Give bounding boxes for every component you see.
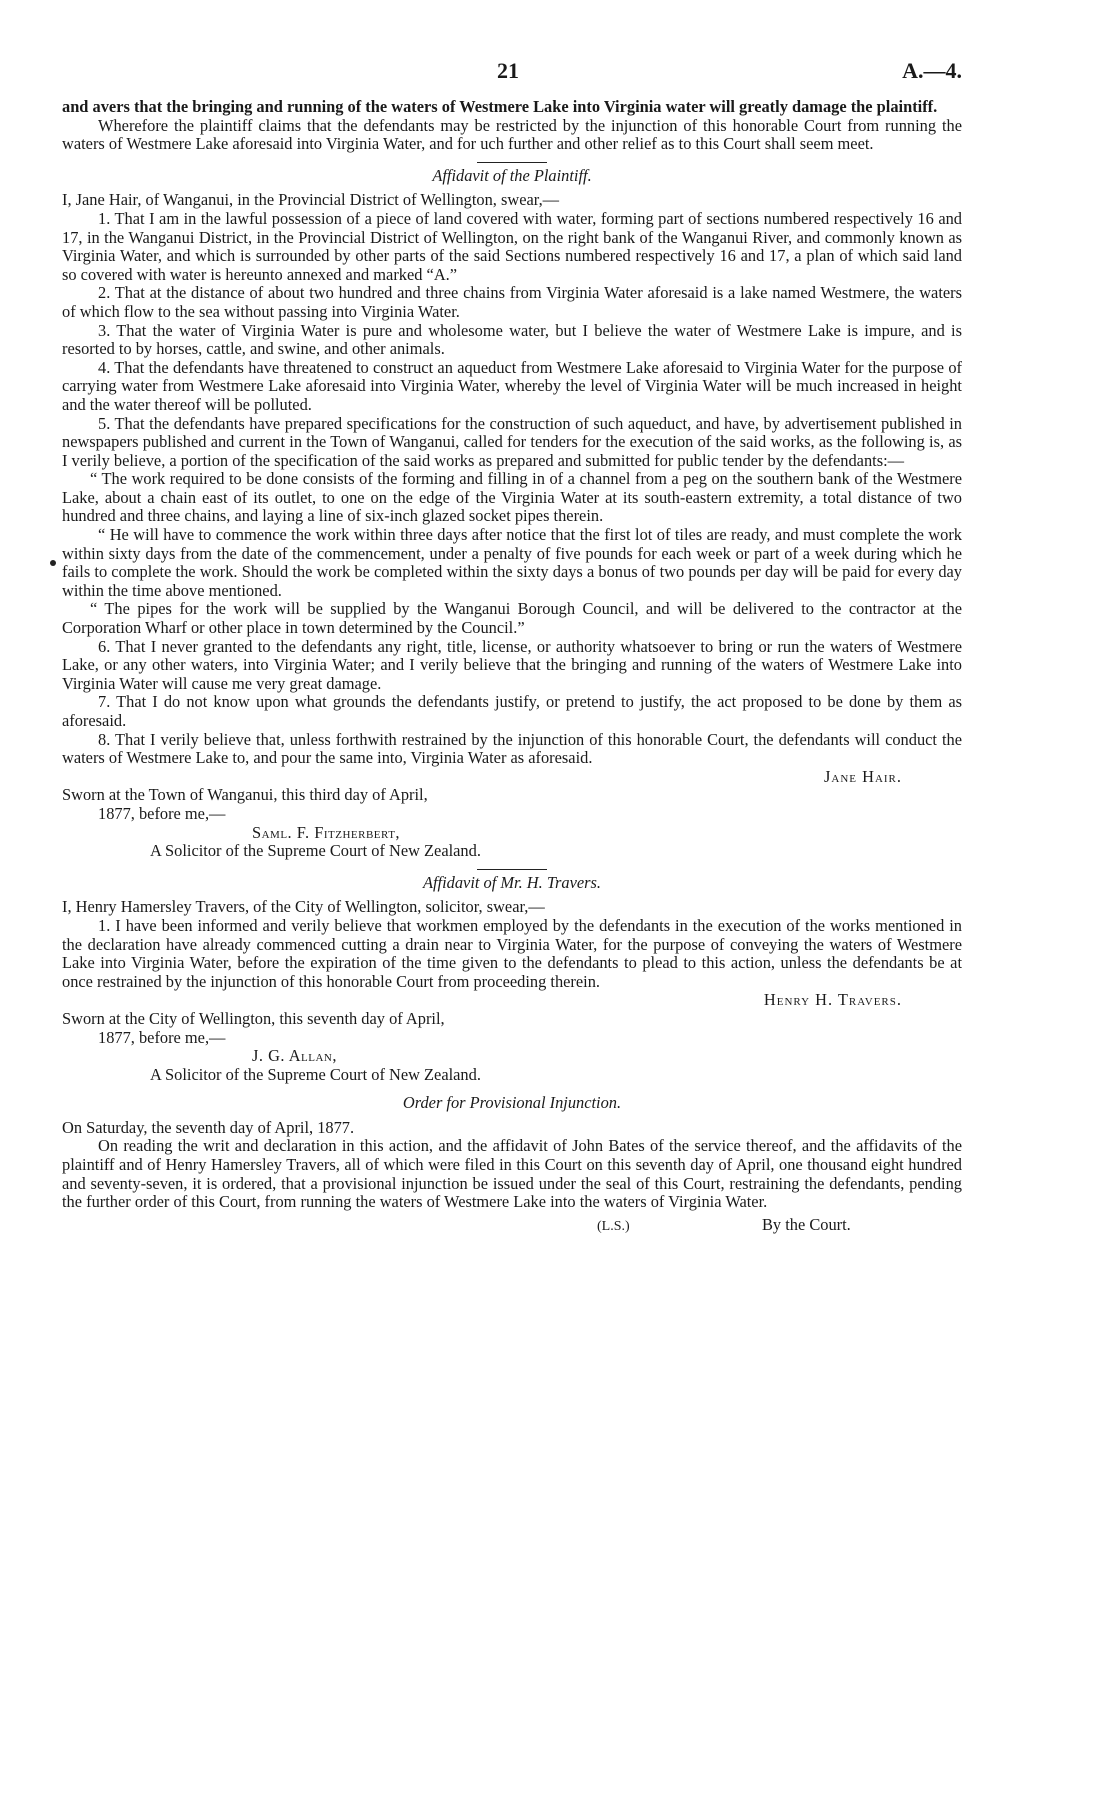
plaintiff-paragraph-2: 2. That at the distance of about two hundred and three chains from Virginia Water aforesaid is a lake named Westmere, the waters of which flow to the sea without passing into Virginia Water. (62, 283, 962, 321)
plaintiff-paragraph-3: 3. That the water of Virginia Water is pure and wholesome water, but I believe the water of Westmere Lake is impure, and is resorted to by horses, cattle, and swine, and other animals. (62, 320, 962, 359)
intro-line: and avers that the bringing and running of the waters of Westmere Lake into Virginia water will greatly damage the plaintiff. (62, 97, 938, 116)
plaintiff-signature: Jane Hair. (824, 766, 902, 786)
plaintiff-paragraph-1: 1. That I am in the lawful possession of a piece of land covered with water, forming part of sections numbered respectively 16 and 17, in the Wanganui District, in the Provincial District of Wellington, on the right bank of the Wanganui River, and commonly known as Virginia Water, and which is surrounded by other parts of the said Sections numbered respectively 16 and 17, a plan of which said land so covered with water is hereunto annexed and marked “A.” (62, 208, 962, 284)
plaintiff-paragraph-6: 6. That I never granted to the defendants any right, title, license, or authority whatsoever to bring or run the waters of Westmere Lake, or any other waters, into Virginia Water; and I verily believe that the bringing and running of the waters of Westmere Lake into Virginia Water will cause me very great damage. (62, 636, 962, 693)
plaintiff-sworn-line-1: Sworn at the Town of Wanganui, this third day of April, (62, 785, 428, 805)
plaintiff-solicitor-name: Saml. F. Fitzherbert, (252, 822, 401, 842)
plaintiff-paragraph-5: 5. That the defendants have prepared specifications for the construction of such aqueduct, and have, by advertisement published in newspapers published and current in the Town of Wanganui, called for tenders for the execution of the said works, as the following is, as I verily believe, a portion of the specification of the said works as prepared and submitted for public tender by the defendants:— (62, 413, 962, 470)
seal-mark: (L.S.) (597, 1218, 630, 1234)
affidavit-plaintiff-heading: Affidavit of the Plaintiff. (432, 165, 592, 185)
order-heading: Order for Provisional Injunction. (402, 1093, 622, 1113)
specification-quote-3: “ The pipes for the work will be supplied by the Wanganui Borough Council, and will be delivered to the contractor at the Corporation Wharf or other place in town determined by the Council.” (62, 599, 962, 638)
order-date-line: On Saturday, the seventh day of April, 1877. (62, 1117, 355, 1137)
plaintiff-opening: I, Jane Hair, of Wanganui, in the Provincial District of Wellington, swear,— (62, 190, 560, 210)
by-the-court: By the Court. (762, 1214, 851, 1234)
order-body: On reading the writ and declaration in this action, and the affidavit of John Bates of the service thereof, and the affidavits of the plaintiff and of Henry Hamersley Travers, all of which were filed in this Court on this seventh day of April, one thousand eight hundred and seventy-seven, it is ordered, that a provisional injunction be issued under the seal of this Court, restraining the defendants, pending the further order of this Court, from running the waters of Westmere Lake into the waters of Virginia Water. (62, 1136, 962, 1212)
travers-opening: I, Henry Hamersley Travers, of the City of Wellington, solicitor, swear,— (62, 897, 545, 917)
document-page (62, 58, 962, 1242)
travers-solicitor-name: J. G. Allan, (252, 1046, 337, 1066)
plaintiff-solicitor-title: A Solicitor of the Supreme Court of New Zealand. (150, 841, 481, 861)
page-header (62, 58, 962, 98)
plaintiff-sworn-line-2: 1877, before me,— (98, 803, 226, 823)
travers-paragraph-1: 1. I have been informed and verily believe that workmen employed by the defendants in the execution of the works mentioned in the declaration have already commenced cutting a drain near to Virginia Water, for the purpose of conveying the waters of Westmere Lake into Virginia Water, before the expiration of the time given to the defendants to plead to this action, unless the defendants be at once restrained by the injunction of this honorable Court from proceeding therein. (62, 915, 962, 991)
travers-signature: Henry H. Travers. (763, 990, 902, 1010)
plaintiff-paragraph-4: 4. That the defendants have threatened to construct an aqueduct from Westmere Lake aforesaid to Virginia Water for the purpose of carrying water from Westmere Lake aforesaid into Virginia Water, whereby the level of Virginia Water will be much increased in height and the water thereof will be polluted. (62, 357, 962, 414)
wherefore-paragraph: Wherefore the plaintiff claims that the defendants may be restricted by the injunction of this honorable Court from running the waters of Westmere Lake aforesaid into Virginia Water, and for uch further and other relief as to this Court shall seem meet. (62, 115, 962, 154)
margin-dot (50, 560, 56, 566)
travers-sworn-line-1: Sworn at the City of Wellington, this seventh day of April, (62, 1008, 445, 1028)
page-number: 21 (497, 58, 519, 83)
specification-quote-2: “ He will have to commence the work within three days after notice that the first lot of tiles are ready, and must complete the work within sixty days from the date of the commencement, under a penalty of five pounds for each week or part of a week during which he fails to complete the work. Should the work be completed within the sixty days a bonus of two pounds per day will be paid for every day within the time above mentioned. (62, 525, 962, 600)
section-divider (477, 869, 547, 870)
travers-solicitor-title: A Solicitor of the Supreme Court of New Zealand. (150, 1064, 481, 1084)
document-reference: A.—4. (902, 58, 962, 83)
affidavit-travers-heading: Affidavit of Mr. H. Travers. (422, 872, 602, 892)
plaintiff-paragraph-7: 7. That I do not know upon what grounds the defendants justify, or pretend to justify, the act proposed to be done by them as aforesaid. (62, 692, 962, 730)
travers-sworn-line-2: 1877, before me,— (98, 1027, 226, 1047)
body-text (62, 98, 962, 1242)
order-footer (62, 1216, 962, 1242)
specification-quote-1: “ The work required to be done consists of the forming and filling in of a channel from a peg on the southern bank of the Westmere Lake, about a chain east of its outlet, to one on the edge of the Virginia Water at its south-eastern extremity, a total distance of two hundred and three chains, and laying a line of six-inch glazed socket pipes therein. (62, 469, 962, 526)
plaintiff-paragraph-8: 8. That I verily believe that, unless forthwith restrained by the injunction of this honorable Court, the defendants will conduct the waters of Westmere Lake to, and pour the same into, Virginia Water as aforesaid. (62, 729, 962, 768)
section-divider (477, 162, 547, 163)
